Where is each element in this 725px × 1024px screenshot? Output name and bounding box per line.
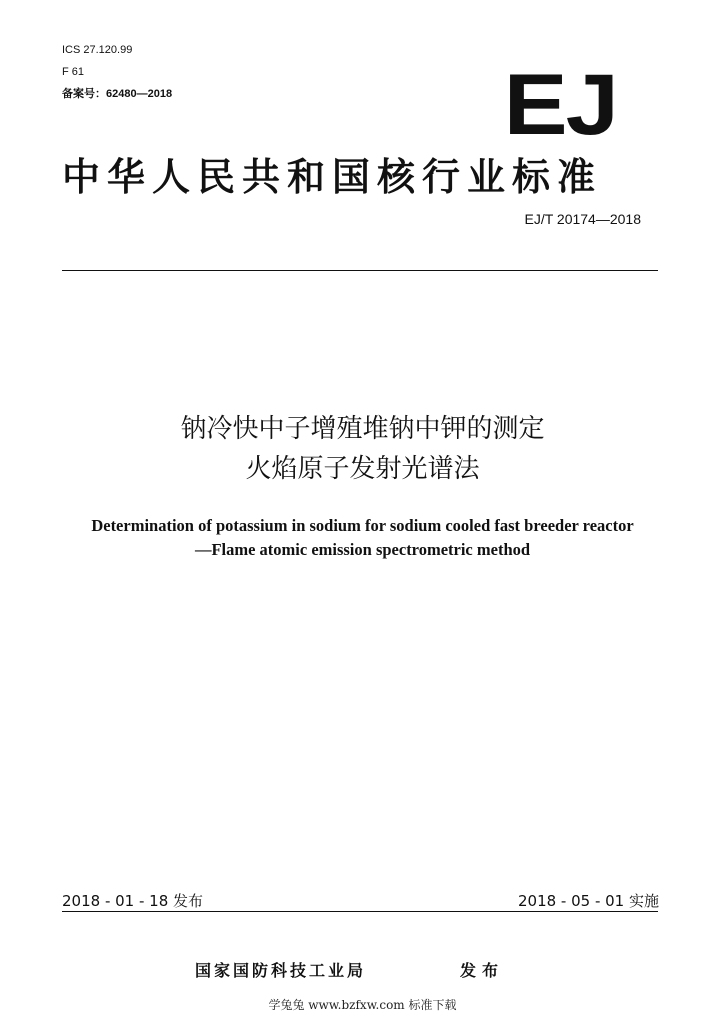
watermark-text[interactable]: 学兔兔 www.bzfxw.com 标准下载 (268, 998, 457, 1012)
english-title-line-1: Determination of potassium in sodium for sodium cooled fast breeder reactor (91, 516, 634, 535)
implementation-date: 2018 - 05 - 01 实施 (517, 892, 659, 910)
standard-category-title: 中华人民共和国核行业标准 (62, 155, 603, 199)
record-number: 备案号：62480—2018 (62, 88, 173, 100)
publisher-name: 国家国防科技工业局 (195, 961, 367, 980)
chinese-title-line-2: 火焰原子发射光谱法 (245, 454, 480, 484)
ccs-code: F 61 (62, 66, 85, 78)
publish-label: 发布 (460, 961, 505, 980)
bottom-divider (62, 911, 658, 912)
ics-code: ICS 27.120.99 (62, 44, 133, 56)
issue-date: 2018 - 01 - 18 发布 (62, 892, 204, 910)
standard-number: EJ/T 20174—2018 (524, 211, 641, 227)
chinese-title-line-1: 钠冷快中子增殖堆钠中钾的测定 (180, 414, 545, 444)
english-title-line-2: —Flame atomic emission spectrometric method (194, 540, 531, 559)
top-divider (62, 270, 658, 271)
ej-logo: EJ (503, 56, 617, 153)
